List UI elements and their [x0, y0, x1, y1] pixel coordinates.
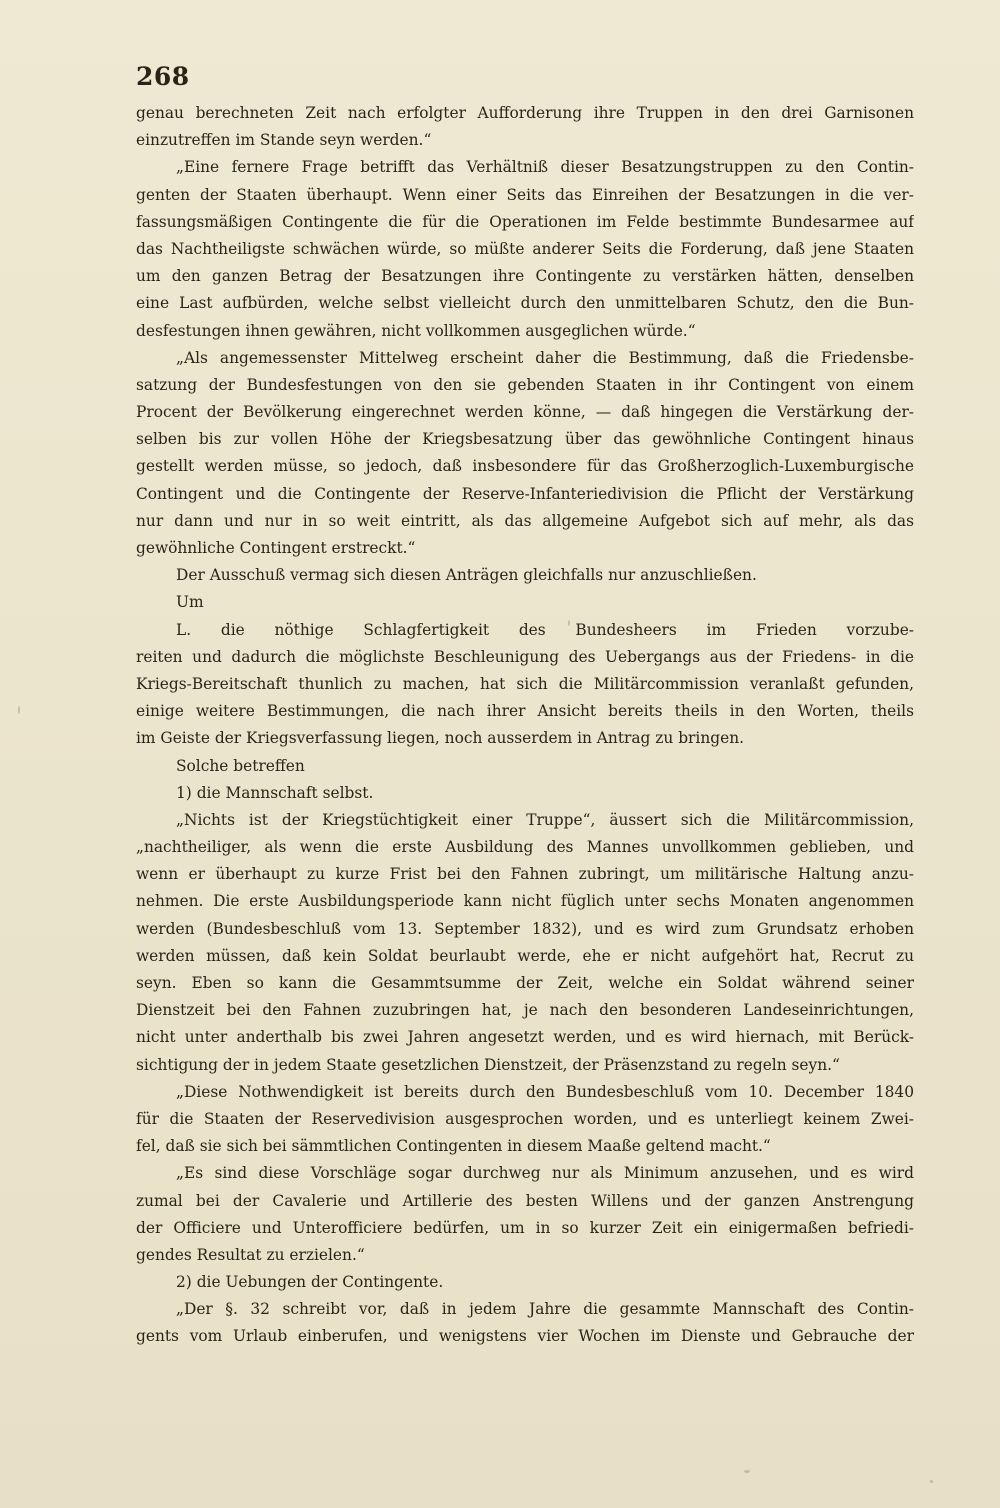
text-line: gestellt werden müsse, so jedoch, daß insbesondere für das Großherzoglich-Luxemburgische: [136, 457, 914, 476]
text-line: Procent der Bevölkerung eingerechnet werden könne, — daß hingegen die Verstärkung der-: [136, 403, 914, 422]
paper-speck: [790, 112, 793, 115]
text-line: Kriegs-Bereitschaft thunlich zu machen, hat sich die Militärcommission veranlaßt gefunden,: [136, 674, 914, 693]
text-line: nehmen. Die erste Ausbildungsperiode kann nicht füglich unter sechs Monaten angenommen: [136, 892, 914, 911]
text-line: 1) die Mannschaft selbst.: [176, 783, 374, 802]
text-line: genten der Staaten überhaupt. Wenn einer Seits das Einreihen der Besatzungen in die ver-: [136, 185, 914, 204]
text-line: „nachtheiliger, als wenn die erste Ausbildung des Mannes unvollkommen geblieben, und: [136, 838, 914, 857]
text-line: selben bis zur vollen Höhe der Kriegsbesatzung über das gewöhnliche Contingent hinaus: [136, 430, 914, 449]
text-line: zumal bei der Cavalerie und Artillerie des besten Willens und der ganzen Anstrengung: [136, 1191, 914, 1210]
text-line: Contingent und die Contingente der Reserve-Infanteriedivision die Pflicht der Verstärkung: [136, 484, 914, 503]
text-line: sichtigung der in jedem Staate gesetzlichen Dienstzeit, der Präsenzstand zu regeln seyn.“: [136, 1055, 840, 1074]
text-line: desfestungen ihnen gewähren, nicht vollkommen ausgeglichen würde.“: [136, 321, 696, 340]
text-line: gents vom Urlaub einberufen, und wenigstens vier Wochen im Dienste und Gebrauche der: [136, 1327, 914, 1346]
text-line: fel, daß sie sich bei sämmtlichen Contingenten in diesem Maaße geltend macht.“: [136, 1137, 771, 1156]
text-line: Um: [176, 593, 204, 612]
text-line: einige weitere Bestimmungen, die nach ihrer Ansicht bereits theils in den Worten, theils: [136, 702, 914, 721]
text-line: werden (Bundesbeschluß vom 13. September 1832), und es wird zum Grundsatz erhoben: [136, 919, 914, 938]
text-line: werden müssen, daß kein Soldat beurlaubt werde, ehe er nicht aufgehört hat, Recrut zu: [136, 946, 914, 965]
text-line: satzung der Bundesfestungen von den sie gebenden Staaten in ihr Contingent von einem: [136, 375, 914, 394]
body-text: [136, 100, 914, 1351]
text-line: 2) die Uebungen der Contingente.: [176, 1273, 444, 1292]
text-line: „Als angemessenster Mittelweg erscheint daher die Bestimmung, daß die Friedensbe-: [176, 348, 914, 367]
text-line: nur dann und nur in so weit eintritt, als das allgemeine Aufgebot sich auf mehr, als das: [136, 511, 914, 530]
text-line: Solche betreffen: [176, 756, 305, 775]
text-line: nicht unter anderthalb bis zwei Jahren angesetzt werden, und es wird hiernach, mit Berück-: [136, 1028, 914, 1047]
text-line: Der Ausschuß vermag sich diesen Anträgen gleichfalls nur anzuschließen.: [176, 566, 757, 585]
text-line: seyn. Eben so kann die Gesammtsumme der Zeit, welche ein Soldat während seiner: [136, 974, 914, 992]
text-line: wenn er überhaupt zu kurze Frist bei den Fahnen zubringt, um militärische Haltung anzu-: [136, 865, 914, 884]
text-line: das Nachtheiligste schwächen würde, so müßte anderer Seits die Forderung, daß jene Staaten: [136, 239, 914, 258]
text-line: gewöhnliche Contingent erstreckt.“: [136, 539, 416, 557]
text-line: der Officiere und Unterofficiere bedürfen, um in so kurzer Zeit ein einigermaßen befriedi-: [136, 1218, 914, 1237]
text-line: „Eine fernere Frage betrifft das Verhältniß dieser Besatzungstruppen zu den Contin-: [176, 158, 914, 177]
text-line: im Geiste der Kriegsverfassung liegen, noch ausserdem in Antrag zu bringen.: [136, 729, 745, 748]
text-line: einzutreffen im Stande seyn werden.“: [136, 131, 432, 150]
text-line: „Der §. 32 schreibt vor, daß in jedem Jahre die gesammte Mannschaft des Contin-: [176, 1300, 914, 1319]
text-line: eine Last aufbürden, welche selbst vielleicht durch den unmittelbaren Schutz, den die Bun-: [136, 294, 914, 313]
paper-speck: [930, 1480, 933, 1483]
text-line: Dienstzeit bei den Fahnen zuzubringen hat, je nach den besonderen Landeseinrichtungen,: [136, 1001, 914, 1020]
text-line: „Nichts ist der Kriegstüchtigkeit einer Truppe“, äussert sich die Militärcommission,: [176, 810, 914, 829]
page-number: 268: [136, 62, 190, 91]
text-line: „Es sind diese Vorschläge sogar durchweg nur als Minimum anzusehen, und es wird: [176, 1164, 914, 1183]
paper-speck: [568, 620, 570, 626]
text-line: gendes Resultat zu erzielen.“: [136, 1245, 365, 1264]
text-line: reiten und dadurch die möglichste Beschleunigung des Uebergangs aus der Friedens- in die: [136, 647, 914, 666]
text-line: fassungsmäßigen Contingente die für die Operationen im Felde bestimmte Bundesarmee auf: [136, 212, 914, 231]
text-line: genau berechneten Zeit nach erfolgter Aufforderung ihre Truppen in den drei Garnisonen: [136, 104, 914, 122]
text-line: L. die nöthige Schlagfertigkeit des Bundesheers im Frieden vorzube-: [176, 620, 914, 639]
text-line: „Diese Nothwendigkeit ist bereits durch den Bundesbeschluß vom 10. December 1840: [176, 1082, 914, 1101]
paper-speck: [18, 706, 20, 714]
text-line: um den ganzen Betrag der Besatzungen ihre Contingente zu verstärken hätten, denselben: [136, 267, 914, 286]
paper-speck: [744, 1470, 750, 1473]
text-line: für die Staaten der Reservedivision ausgesprochen worden, und es unterliegt keinem Zwei-: [136, 1109, 914, 1128]
